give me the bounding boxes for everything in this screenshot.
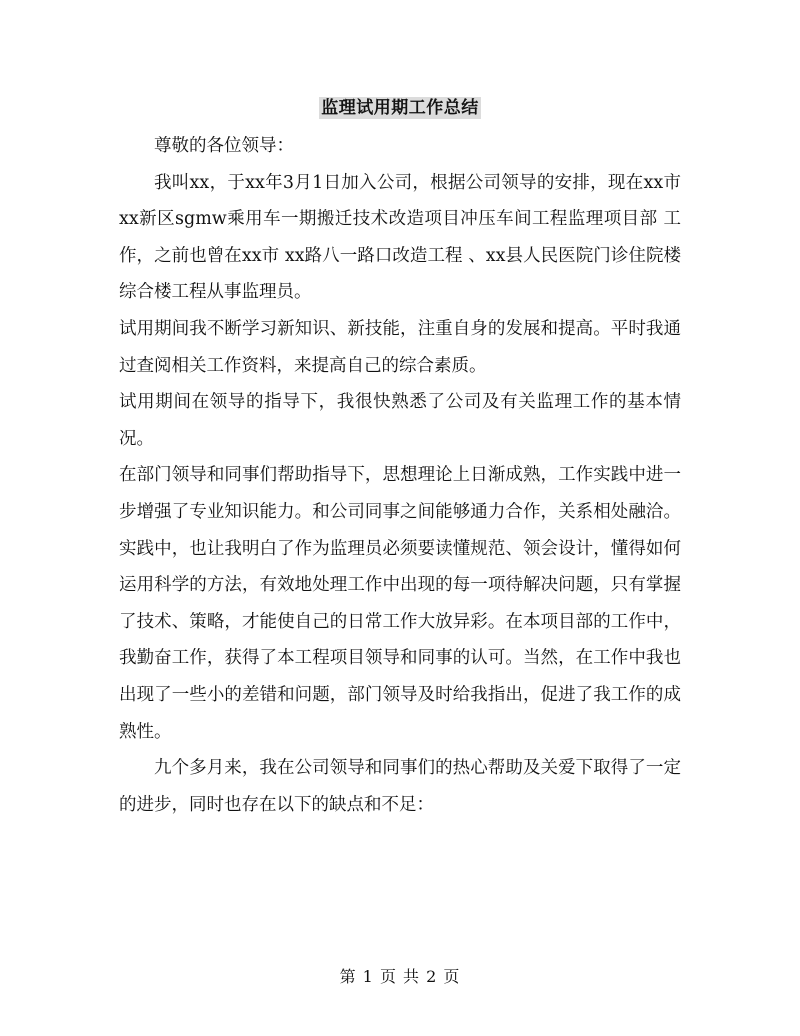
paragraph-practice: 在部门领导和同事们帮助指导下，思想理论上日渐成熟，工作实践中进一步增强了专业知识能力。和公司同事之间能够通力合作，关系相处融洽。实践中，也让我明白了作为监理员必须要读懂规范、领会设计，懂得如何运用科学的方法，有效地处理工作中出现的每一项待解决问题，只有掌握了技术、策略，才能使自己的日常工作大放异彩。在本项目部的工作中，我勤奋工作，获得了本工程项目领导和同事的认可。当然，在工作中我也出现了一些小的差错和问题，部门领导及时给我指出，促进了我工作的成熟性。 xyxy=(119,465,681,742)
paragraph-summary: 九个多月来，我在公司领导和同事们的热心帮助及关爱下取得了一定的进步，同时也存在以下的缺点和不足： xyxy=(119,758,681,815)
paragraph-guidance: 试用期间在领导的指导下，我很快熟悉了公司及有关监理工作的基本情况。 xyxy=(119,392,681,449)
title-wrap xyxy=(0,97,800,119)
paragraph-introduction: 我叫xx，于xx年3月1日加入公司，根据公司领导的安排，现在xx市xx新区sgmw乘用车一期搬迁技术改造项目冲压车间工程监理项目部 工作，之前也曾在xx市 xx路八一路口改造工程 、xx县人民医院门诊住院楼综合楼工程从事监理员。 xyxy=(119,172,681,303)
paragraph-learning: 试用期间我不断学习新知识、新技能，注重自身的发展和提高。平时我通过查阅相关工作资料，来提高自己的综合素质。 xyxy=(119,318,681,376)
document-body xyxy=(119,128,681,823)
document-title: 监理试用期工作总结 xyxy=(321,98,479,118)
page-number: 第 1 页 共 2 页 xyxy=(339,967,461,986)
salutation: 尊敬的各位领导： xyxy=(154,136,294,156)
